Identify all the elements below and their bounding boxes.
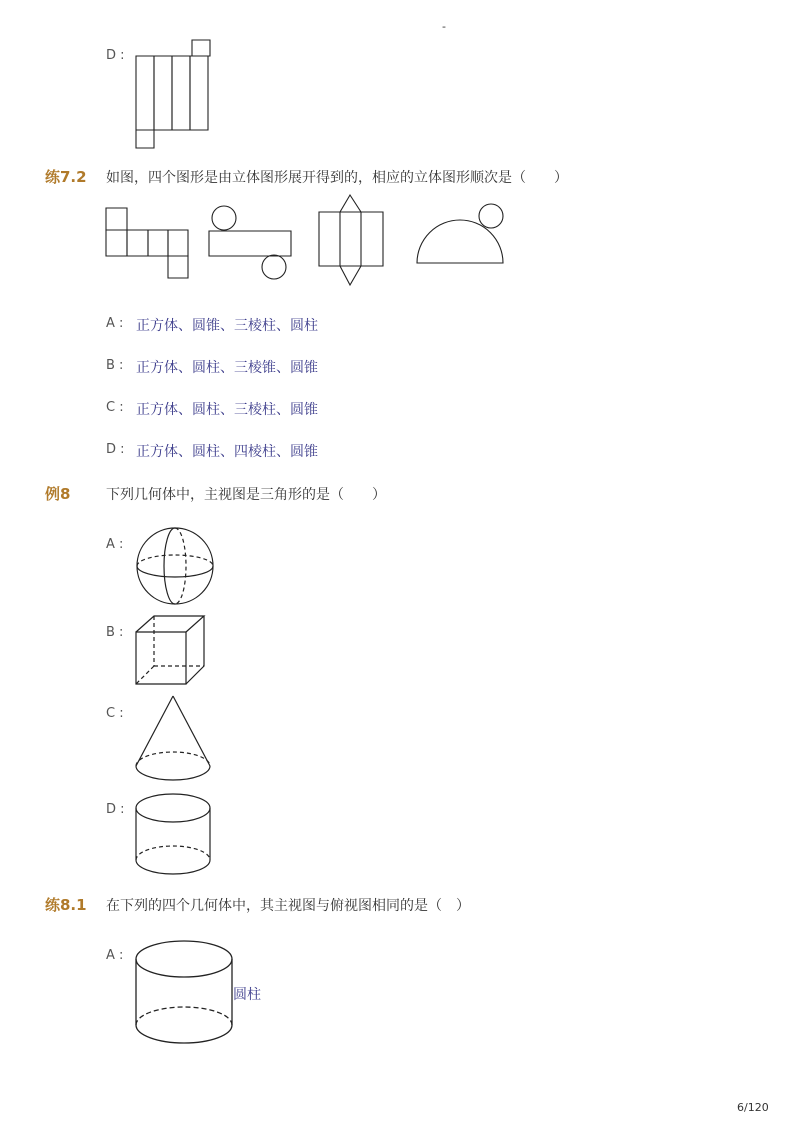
li8-option-a-letter[interactable]: A : <box>106 537 124 552</box>
li8-option-b-letter[interactable]: B : <box>106 625 124 640</box>
li8-option-c-letter[interactable]: C : <box>106 706 124 721</box>
cone-net <box>417 204 503 263</box>
option-d-text[interactable]: 正方体、圆柱、四棱柱、圆锥 <box>136 444 318 460</box>
cylinder-label: 圆柱 <box>233 987 261 1003</box>
option-d-letter[interactable]: D : <box>106 442 125 457</box>
option-c-text[interactable]: 正方体、圆柱、三棱柱、圆锥 <box>136 402 318 418</box>
cone-icon[interactable] <box>130 692 220 788</box>
question-text-lian81: 在下列的四个几何体中，其主视图与俯视图相同的是（ ） <box>106 898 470 914</box>
prev-option-letter: D : <box>106 48 125 63</box>
option-a-text[interactable]: 正方体、圆锥、三棱柱、圆柱 <box>136 318 318 334</box>
lian81-option-a-letter[interactable]: A : <box>106 948 124 963</box>
sphere-icon[interactable] <box>130 522 220 612</box>
question-text-li8: 下列几何体中，主视图是三角形的是（ ） <box>106 487 386 503</box>
option-a-letter[interactable]: A : <box>106 316 124 331</box>
prism-net <box>319 195 383 285</box>
header-mark: - <box>442 20 446 33</box>
question-tag-lian72: 练7.2 <box>45 168 87 186</box>
cylinder-icon[interactable] <box>130 790 220 880</box>
cube-icon[interactable] <box>130 610 210 690</box>
page-number: 6/120 <box>737 1101 769 1114</box>
cylinder-icon[interactable] <box>132 935 242 1050</box>
question-tag-li8: 例8 <box>45 485 71 503</box>
cylinder-net <box>209 206 291 279</box>
unfolded-nets-figure <box>100 200 520 292</box>
option-b-letter[interactable]: B : <box>106 358 124 373</box>
option-c-letter[interactable]: C : <box>106 400 124 415</box>
cube-net <box>106 208 188 278</box>
li8-option-d-letter[interactable]: D : <box>106 802 125 817</box>
question-text-lian72: 如图，四个图形是由立体图形展开得到的，相应的立体图形顺次是（ ） <box>106 170 568 186</box>
option-b-text[interactable]: 正方体、圆柱、三棱锥、圆锥 <box>136 360 318 376</box>
question-tag-lian81: 练8.1 <box>45 896 87 914</box>
prism-net-figure <box>130 36 220 152</box>
